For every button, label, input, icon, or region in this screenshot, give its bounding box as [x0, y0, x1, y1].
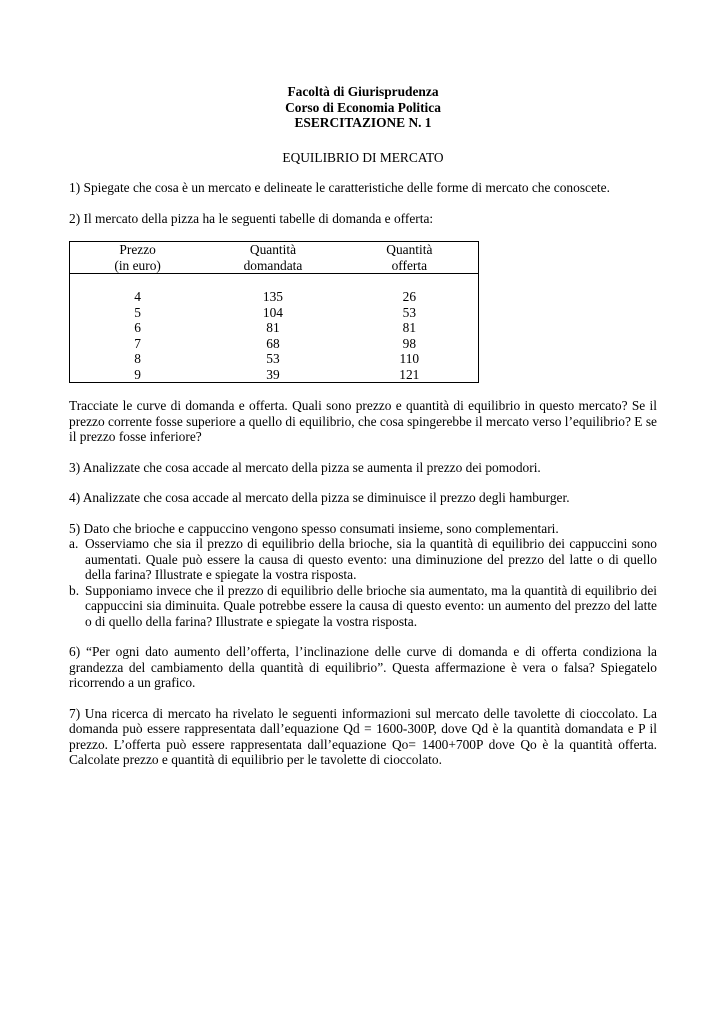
faculty-title: Facoltà di Giurisprudenza [287, 84, 439, 99]
table-cell: 110 [399, 351, 420, 366]
table-cell: 53 [266, 351, 280, 366]
table-row [70, 367, 479, 383]
table-header-row [70, 242, 479, 258]
document-page [69, 84, 657, 768]
table-cell: 68 [266, 335, 280, 351]
supply-demand-table [69, 241, 479, 383]
table-cell: 135 [262, 289, 283, 304]
table-header-row [70, 258, 479, 274]
table-row [70, 351, 479, 367]
table-cell: 81 [266, 320, 280, 335]
list-item-text: Supponiamo invece che il prezzo di equilibrio delle brioche sia aumentato, ma la quantità di equilibrio dei cappuccini sia diminuita. Quale potrebbe essere la causa di questo evento: un aumento del prezzo del latte o di quello della farina? Illustrate e spiegate la vostra risposta. [85, 582, 657, 629]
table-cell: 39 [266, 366, 280, 382]
question-5-intro: 5) Dato che brioche e cappuccino vengono spesso consumati insieme, sono complementari. [69, 520, 559, 536]
header-quantity-supplied: Quantità [386, 242, 433, 257]
section-title: EQUILIBRIO DI MERCATO [282, 149, 444, 165]
document-header [69, 84, 657, 131]
table-row [70, 274, 479, 305]
header-supplied-label: offerta [341, 258, 479, 274]
header-price: Prezzo [119, 242, 156, 257]
table-cell: 81 [402, 320, 417, 335]
header-price-unit: (in euro) [70, 258, 206, 274]
course-title: Corso di Economia Politica [285, 99, 441, 115]
table-cell: 6 [134, 320, 141, 335]
table-cell: 5 [134, 304, 141, 320]
list-marker: a. [69, 536, 79, 551]
list-item-text: Osserviamo che sia il prezzo di equilibrio della brioche, sia la quantità di equilibrio dei cappuccini sono aumentati. Quale può essere la causa di questo evento: una diminuzione del prezzo del latte o di quello della farina? Illustrate e spiegate la vostra risposta. [85, 536, 657, 582]
table-row [70, 336, 479, 352]
question-3: 3) Analizzate che cosa accade al mercato della pizza se aumenta il prezzo dei pomodori. [69, 459, 541, 475]
question-6: 6) “Per ogni dato aumento dell’offerta, l’inclinazione delle curve di domanda e di offerta condiziona la grandezza del cambiamento della quantità di equilibrio”. Questa affermazione è vera o falsa? Spiegatelo ricorrendo a un grafico. [69, 644, 657, 690]
table-cell: 121 [399, 366, 420, 382]
table-cell: 104 [262, 304, 283, 320]
question-4: 4) Analizzate che cosa accade al mercato della pizza se diminuisce il prezzo degli hamburger. [69, 490, 570, 505]
table-cell: 8 [134, 351, 141, 366]
table-row [70, 320, 479, 336]
question-2-text: Tracciate le curve di domanda e offerta. Quali sono prezzo e quantità di equilibrio in questo mercato? Se il prezzo corrente fosse superiore a quello di equilibrio, che cosa spingerebbe il mercato verso l’equilibrio? E se il prezzo fosse inferiore? [69, 398, 657, 444]
list-item [69, 583, 657, 630]
table-cell: 26 [402, 289, 417, 304]
table-row [70, 305, 479, 321]
question-2-intro: 2) Il mercato della pizza ha le seguenti tabelle di domanda e offerta: [69, 210, 434, 226]
table-cell: 7 [134, 335, 141, 351]
list-marker: b. [69, 582, 80, 598]
table-cell: 53 [402, 304, 417, 320]
exercise-title: ESERCITAZIONE N. 1 [294, 115, 432, 130]
question-1: 1) Spiegate che cosa è un mercato e delineate le caratteristiche delle forme di mercato che conoscete. [69, 180, 610, 195]
table-cell: 98 [402, 335, 417, 351]
header-quantity-demanded: Quantità [249, 242, 297, 257]
question-7: 7) Una ricerca di mercato ha rivelato le seguenti informazioni sul mercato delle tavolette di cioccolato. La domanda può essere rappresentata dall’equazione Qd = 1600-300P, dove Qd è la quantità domandata e P il prezzo. L’offerta può essere rappresentata dall’equazione Qo= 1400+700P dove Qo è la quantità offerta. Calcolate prezzo e quantità di equilibrio per le tavolette di cioccolato. [69, 705, 657, 767]
question-5 [69, 521, 657, 630]
question-5-list [69, 536, 657, 629]
header-demanded-label: domandata [205, 258, 340, 274]
list-item [69, 536, 657, 583]
table-cell: 4 [134, 289, 141, 304]
table-cell: 9 [134, 366, 141, 382]
